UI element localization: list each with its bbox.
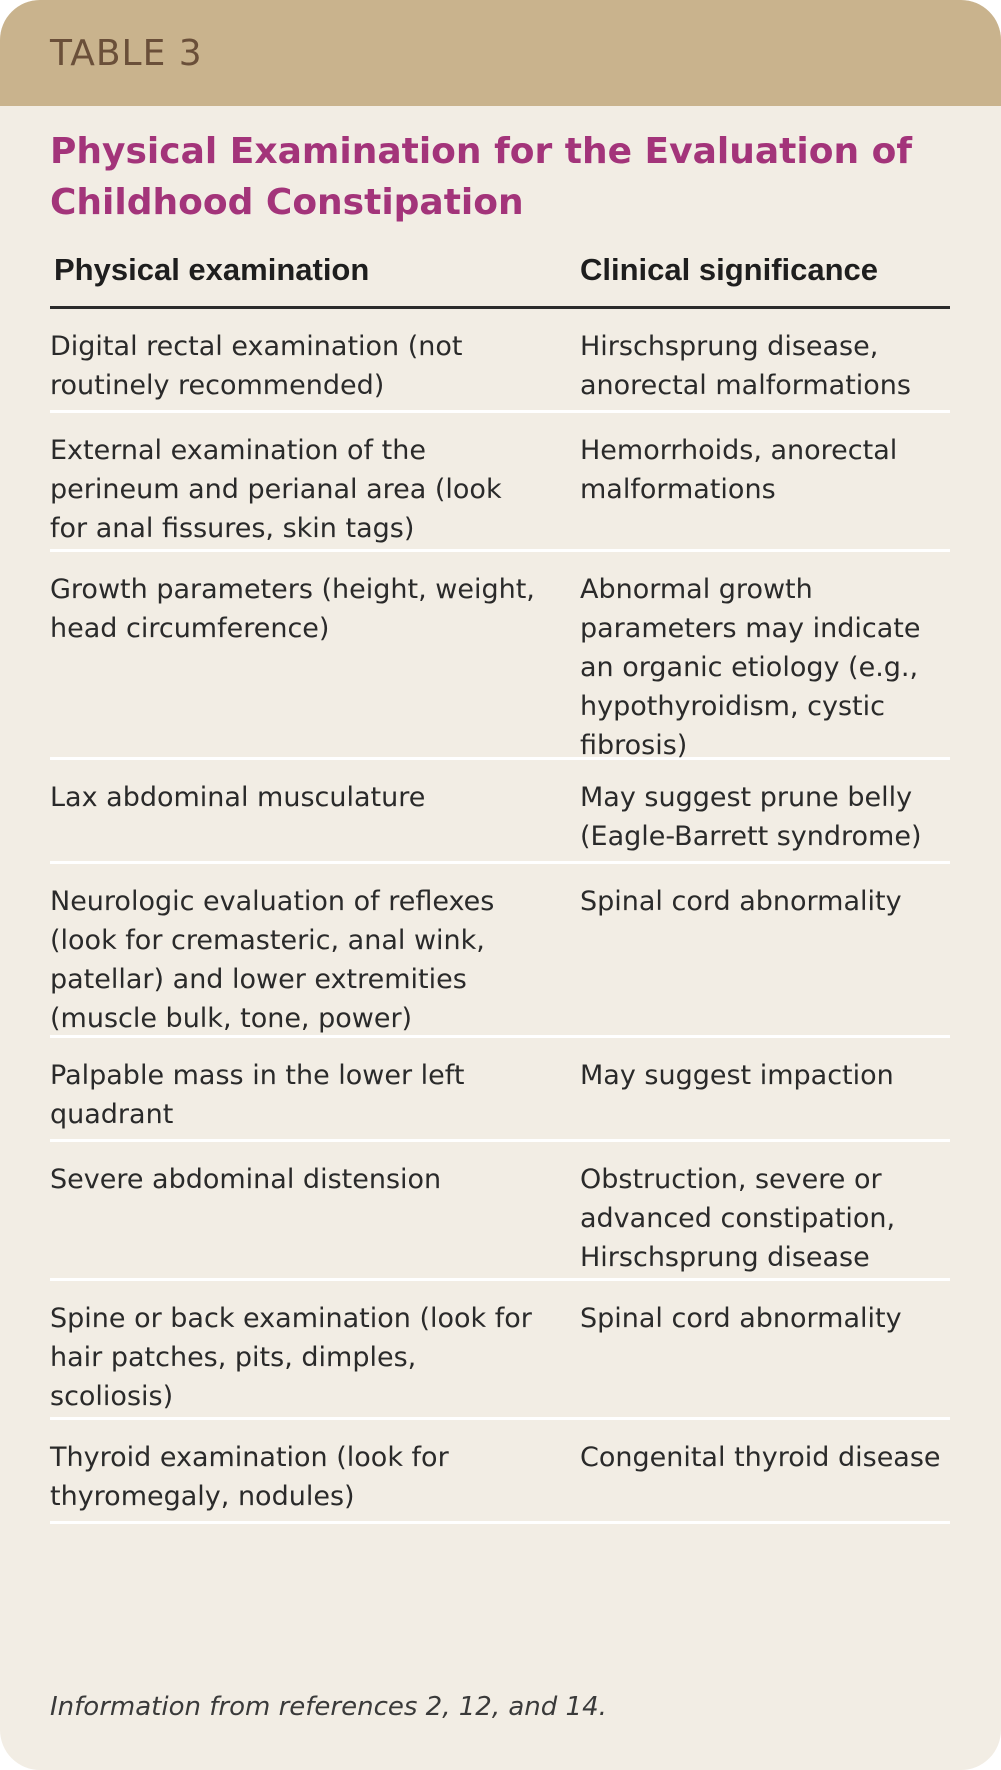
table-row (50, 1281, 950, 1420)
exam-cell: Lax abdominal musculature (50, 782, 426, 813)
exam-cell: External examination of the perineum and perianal area (look for anal fissures, skin tags) (50, 435, 502, 544)
exam-cell: Thyroid examination (look for thyromegaly, nodules) (50, 1442, 449, 1512)
significance-cell: Hemorrhoids, anorectal malformations (580, 435, 898, 505)
table-row (50, 1142, 950, 1281)
table-row (50, 413, 950, 552)
exam-cell: Neurologic evaluation of reflexes (look for cremasteric, anal wink, patellar) and lower extremities (muscle bulk, tone, power) (50, 886, 495, 1034)
table-row (50, 1038, 950, 1142)
exam-cell: Severe abdominal distension (50, 1164, 442, 1195)
table-header-row (50, 238, 950, 309)
significance-cell: Spinal cord abnormality (580, 1303, 902, 1334)
significance-cell: May suggest prune belly (Eagle-Barrett syndrome) (580, 782, 922, 852)
exam-cell: Palpable mass in the lower left quadrant (50, 1060, 465, 1130)
significance-cell: Spinal cord abnormality (580, 886, 902, 917)
examination-table (50, 238, 950, 1524)
significance-cell: Obstruction, severe or advanced constipation, Hirschsprung disease (580, 1164, 896, 1273)
exam-cell: Digital rectal examination (not routinely recommended) (50, 331, 463, 401)
table-number-label: TABLE 3 (50, 33, 203, 74)
table-title: Physical Examination for the Evaluation of Childhood Constipation (50, 131, 912, 223)
column-header-physical-examination: Physical examination (54, 252, 370, 287)
table-row (50, 552, 950, 760)
table-row (50, 760, 950, 864)
column-header-clinical-significance: Clinical significance (580, 252, 879, 287)
table-banner (0, 0, 1001, 106)
significance-cell: Hirschsprung disease, anorectal malformations (580, 331, 911, 401)
exam-cell: Spine or back examination (look for hair patches, pits, dimples, scoliosis) (50, 1303, 532, 1412)
exam-cell: Growth parameters (height, weight, head circumference) (50, 574, 535, 644)
significance-cell: May suggest impaction (580, 1060, 894, 1091)
table-footnote: Information from references 2, 12, and 14. (50, 1692, 607, 1722)
table-row (50, 1420, 950, 1524)
table-row (50, 309, 950, 413)
significance-cell: Congenital thyroid disease (580, 1442, 941, 1473)
table-row (50, 864, 950, 1038)
significance-cell: Abnormal growth parameters may indicate an organic etiology (e.g., hypothyroidism, cystic fibrosis) (580, 574, 921, 761)
